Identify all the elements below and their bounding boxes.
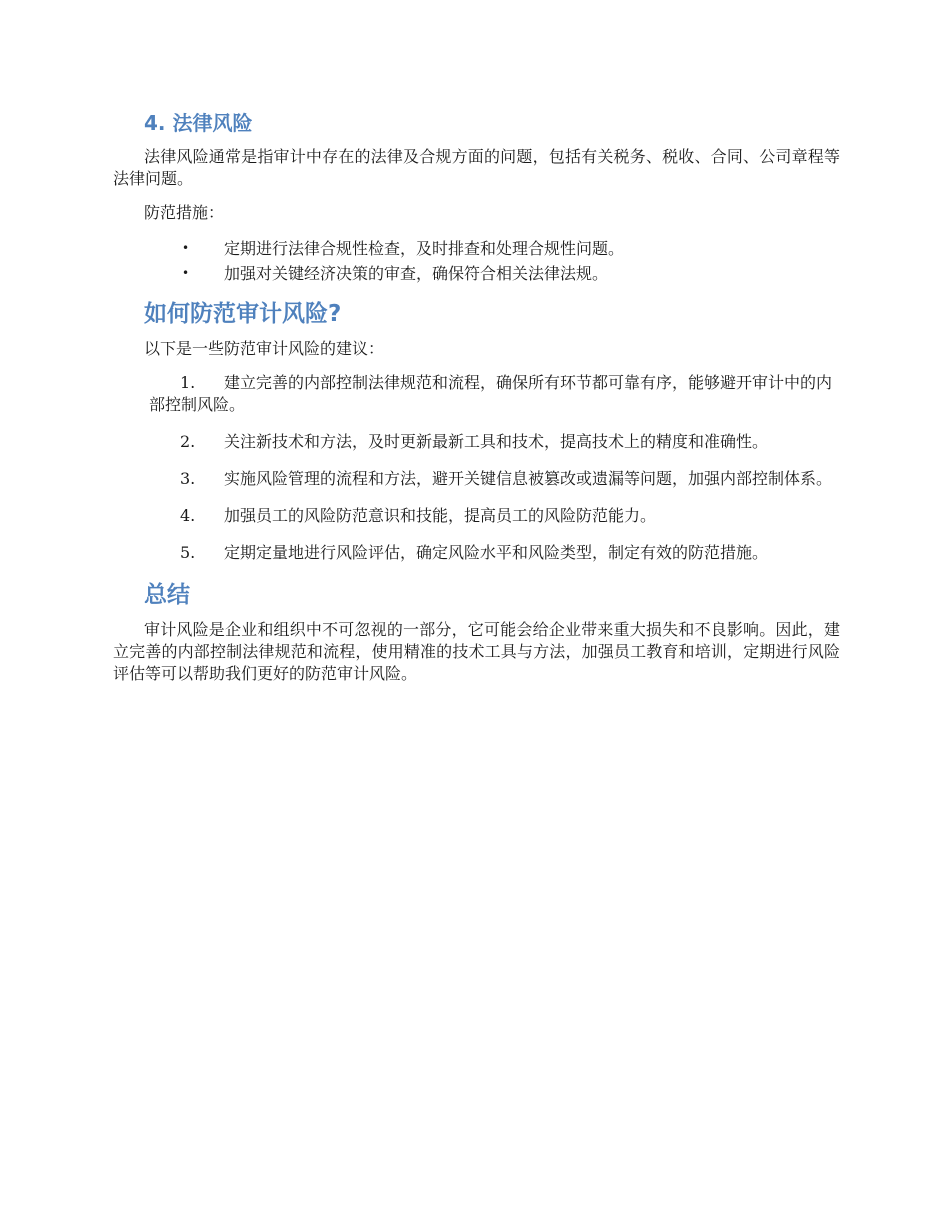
bullet-text: 加强对关键经济决策的审查，确保符合相关法律法规。: [224, 264, 609, 283]
bullet-text: 定期进行法律合规性检查，及时排查和处理合规性问题。: [224, 239, 625, 258]
prevent-intro: 以下是一些防范审计风险的建议：: [144, 339, 385, 358]
list-item-text: 加强员工的风险防范意识和技能，提高员工的风险防范能力。: [224, 506, 657, 525]
bullet-item: [113, 261, 840, 286]
list-number: 4.: [180, 506, 196, 525]
list-item-text: 实施风险管理的流程和方法，避开关键信息被篡改或遗漏等问题，加强内部控制体系。: [224, 469, 833, 488]
list-item: [113, 468, 840, 490]
legal-risk-intro: 法律风险通常是指审计中存在的法律及合规方面的问题，包括有关税务、税收、合同、公司章程等法律问题。: [113, 147, 840, 188]
summary-text: 审计风险是企业和组织中不可忽视的一部分，它可能会给企业带来重大损失和不良影响。因此，建立完善的内部控制法律规范和流程，使用精准的技术工具与方法，加强员工教育和培训，定期进行风险评估等可以帮助我们更好的防范审计风险。: [113, 620, 840, 683]
document-page: [113, 108, 840, 697]
list-item-text: 关注新技术和方法，及时更新最新工具和技术，提高技术上的精度和准确性。: [224, 432, 769, 451]
list-item: [113, 372, 840, 416]
list-item: [113, 431, 840, 453]
bullet-item: [113, 236, 840, 261]
list-number: 3.: [180, 469, 196, 488]
list-item: [113, 542, 840, 564]
prevent-numbered-list: [113, 372, 840, 564]
heading-legal-risk: 4. 法律风险: [144, 111, 253, 135]
bullet-icon: •: [182, 266, 190, 280]
list-number: 5.: [180, 543, 196, 562]
heading-how-to-prevent: 如何防范审计风险?: [144, 301, 342, 327]
list-item-text: 建立完善的内部控制法律规范和流程，确保所有环节都可靠有序，能够避开审计中的内部控制风险。: [149, 373, 833, 414]
heading-summary: 总结: [144, 582, 190, 608]
list-item: [113, 505, 840, 527]
list-number: 1.: [180, 373, 196, 392]
measures-label: 防范措施：: [144, 203, 225, 222]
measures-bullet-list: [113, 236, 840, 286]
list-number: 2.: [180, 432, 196, 451]
bullet-icon: •: [182, 241, 190, 255]
list-item-text: 定期定量地进行风险评估，确定风险水平和风险类型，制定有效的防范措施。: [224, 543, 769, 562]
